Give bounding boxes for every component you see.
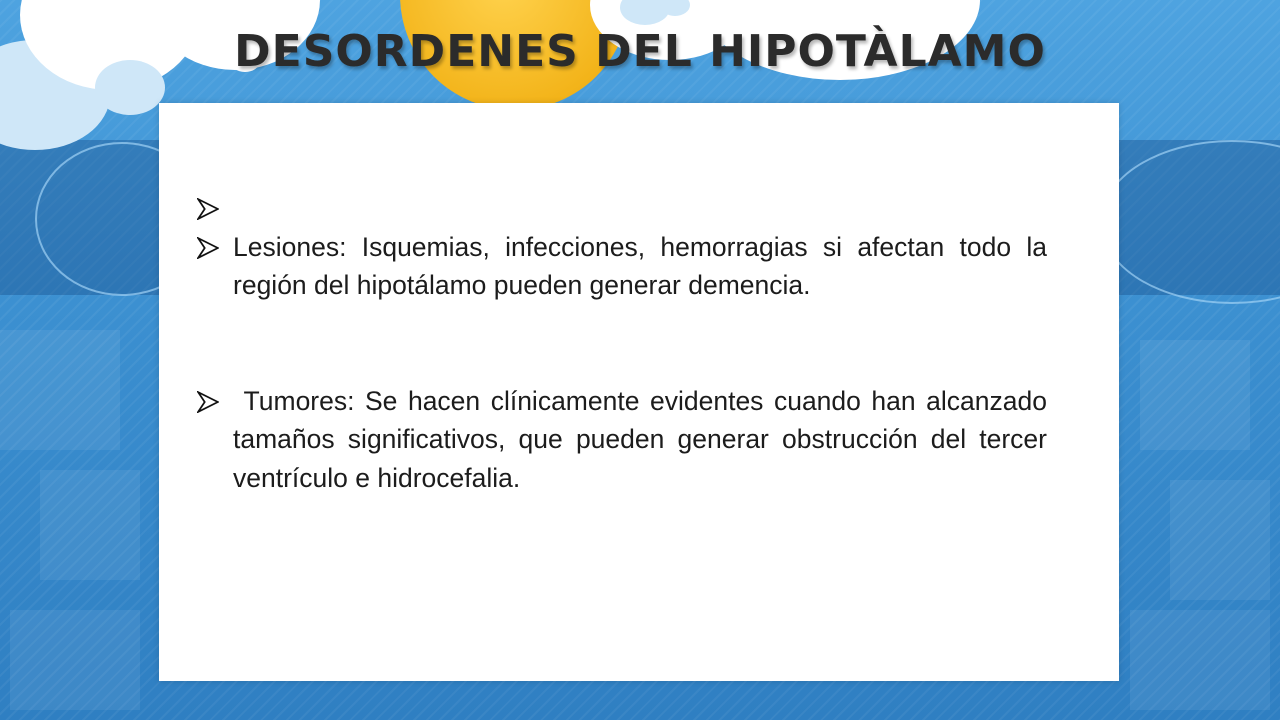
content-panel (159, 103, 1119, 681)
bullet-text: Tumores: Se hacen clínicamente evidentes cuando han alcanzado tamaños significativos, que pueden generar obstrucción del tercer ventrículo e hidrocefalia. (233, 385, 1055, 493)
slide-title: DESORDENES DEL HIPOTÀLAMO (234, 26, 1046, 77)
bullet-text: Lesiones: Isquemias, infecciones, hemorragias si afectan todo la región del hipotálamo pueden generar demencia. (233, 231, 1047, 300)
bullet-list (197, 189, 1055, 497)
arrowhead-bullet-icon (197, 391, 219, 413)
arrowhead-bullet-icon (197, 198, 219, 220)
bullet-item-tumores (197, 382, 1055, 498)
bullet-item-empty (197, 189, 1047, 228)
bullet-item-lesiones (197, 228, 1047, 305)
arrowhead-bullet-icon (197, 237, 219, 259)
